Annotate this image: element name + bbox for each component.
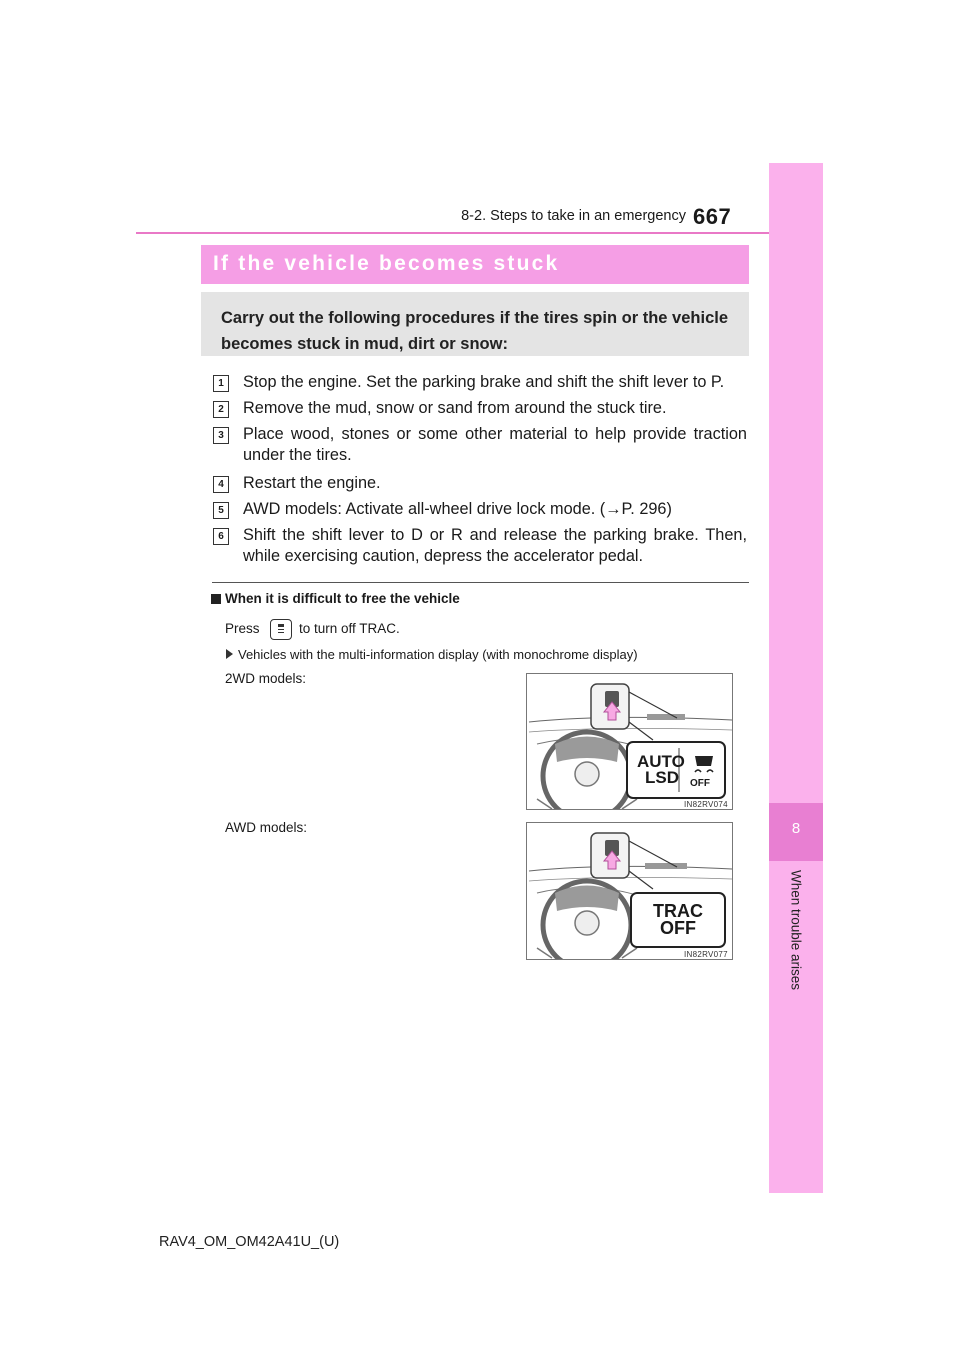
chapter-number: 8	[791, 820, 801, 837]
step-number: 6	[213, 528, 229, 545]
press-text: Press	[225, 621, 260, 636]
footer-document-code: RAV4_OM_OM42A41U_(U)	[159, 1234, 340, 1250]
callout-lsd-label: LSD	[645, 768, 679, 787]
figure-code: IN82RV077	[684, 950, 728, 959]
step-text: Remove the mud, snow or sand from around the stuck tire.	[243, 399, 667, 417]
callout-off-label: OFF	[660, 918, 696, 938]
chapter-label: When trouble arises	[788, 869, 804, 991]
press-suffix: to turn off TRAC.	[299, 621, 400, 636]
page-number: 667	[693, 204, 732, 229]
step-text: Place wood, stones or some other material to help provide traction under the tires.	[243, 425, 747, 464]
callout-off-label: OFF	[690, 778, 710, 789]
model-label-2wd: 2WD models:	[225, 671, 307, 686]
step-number: 2	[213, 401, 229, 418]
step-text: AWD models: Activate all-wheel drive lock mode. (→P. 296)	[243, 500, 672, 518]
dashboard-illustration-awd	[527, 823, 732, 959]
model-label-awd: AWD models:	[225, 820, 308, 835]
callout-auto-label: AUTO	[637, 752, 685, 771]
step-text: Shift the shift lever to D or R and release the parking brake. Then, while exercising caution, depress the accelerator pedal.	[243, 526, 747, 565]
note-title: When it is difficult to free the vehicle	[225, 591, 460, 606]
note-square-icon	[211, 594, 221, 604]
step-number: 3	[213, 427, 229, 444]
figure-code: IN82RV074	[684, 800, 728, 809]
bullet-arrow-icon	[226, 649, 233, 659]
trac-off-button-icon	[270, 619, 292, 640]
page-heading: If the vehicle becomes stuck	[213, 252, 560, 275]
intro-text: Carry out the following procedures if the tires spin or the vehicle becomes stuck in mud, dirt or snow:	[221, 309, 729, 353]
figure-awd-dashboard	[526, 822, 733, 960]
section-divider	[212, 582, 749, 583]
chapter-side-tab	[769, 163, 823, 1193]
header-rule	[136, 232, 822, 234]
bullet-text: Vehicles with the multi-information display (with monochrome display)	[238, 647, 638, 662]
section-title: 8-2. Steps to take in an emergency	[461, 208, 686, 224]
callout-trac-label: TRAC	[653, 901, 703, 921]
step-number: 4	[213, 476, 229, 493]
step-text: Restart the engine.	[243, 474, 381, 492]
step-number: 1	[213, 375, 229, 392]
figure-2wd-dashboard	[526, 673, 733, 810]
step-number: 5	[213, 502, 229, 519]
step-text: Stop the engine. Set the parking brake and shift the shift lever to P.	[243, 373, 725, 391]
